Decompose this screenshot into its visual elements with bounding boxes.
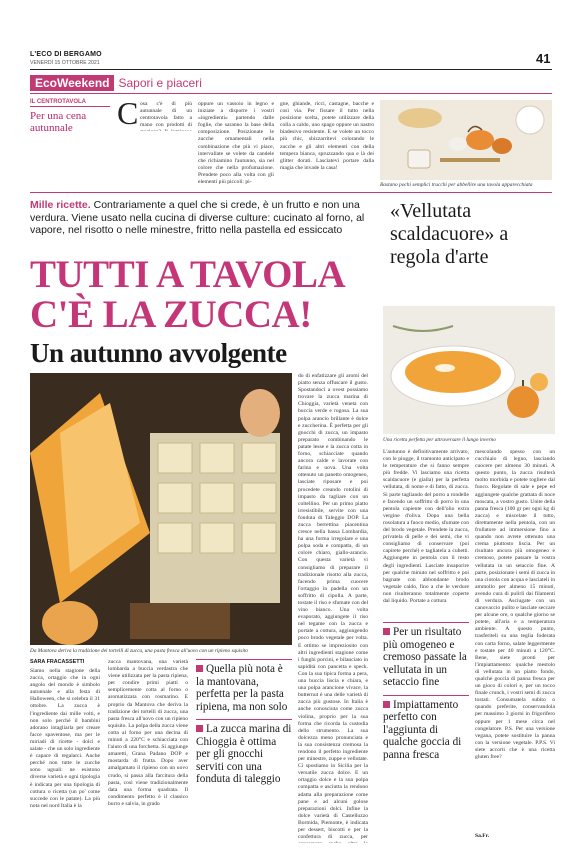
callout-impiattamento-text: Impiattamento perfetto con l'aggiunta di qualche goccia di panna fresca: [383, 698, 462, 761]
callout-square-icon: [383, 701, 390, 708]
recipe-text-col1: [383, 449, 469, 617]
article-text-col2: [108, 659, 188, 844]
intro-paragraph: [30, 199, 382, 237]
soup-caption: Una ricetta perfetta per attraversare il lungo inverno: [383, 437, 496, 443]
article-text-col2-content: zucca mantovana, una varietà lombarda a buccia verdastra che viene utilizzata per la pasta ripiena, per condire primi piatti o semplicemente cotta al forno o aromatizzata con rosmarino. E proprio da Mantova che deriva la tradizione dei tortelli di zucca, una pasta fresca all'uovo con un ripieno squisito. La polpa della zucca viene cotta al forno per una decina di minuti a 220°C e schiacciata con l'aiuto di una forchetta. Si aggiunge amaretti, Grana Padano DOP e mostarda di frutta. Dopo aver amalgamato il ripieno con un uovo crudo, si passa alla farcitura della pasta, così viene tradizionalmente data una forma quadrata. Il condimento perfetto è il classico burro e salvia, in grado: [108, 659, 188, 807]
recipe-text-col1-content: L'autunno è definitivamente arrivato, con le piogge, il tramonto anticipato e le temperature che si fanno sempre più fredde. Vi lasciamo una ricetta scaldacuore (e gialla) per la perfetta vellutata, di nome e di fatto, di zucca. Si parte tagliando del porro a rondelle e facendo un soffritto di porro in una pentola capiente con dell'olio extra vergine d'oliva. Dopo una bella rosolatura a fuoco medio, sfumate con del brodo vegetale. Prendete la zucca, privatela di pelle e dei semi, che vi consigliamo di conservare (poi capirete perché) e tagliatela a cubetti. Aggiungete in pentola con il resto degli ingredienti. Lasciate insaporire per qualche minuto nel soffritto e poi bagnate con abbondante brodo vegetale caldo, fino a che le verdure non risulteranno totalmente coperte dal liquido. Portate a cottura: [383, 449, 469, 604]
drop-cap: C: [117, 95, 139, 131]
main-subtitle: Un autunno avvolgente: [30, 338, 287, 368]
recipe-signature: Sa.Fr.: [475, 833, 490, 839]
soup-photo: [383, 306, 555, 434]
callout-mantovana: [196, 659, 292, 713]
article-text-col3: [298, 373, 368, 843]
table-centerpiece-photo: [380, 100, 552, 180]
tortelli-caption: Da Mantova deriva la tradizione dei tortelli di zucca, una pasta fresca all'uovo con un ripieno squisito: [30, 648, 248, 654]
callout-chioggia-text: La zucca marina di Chioggia è ottima per gli gnocchi serviti con una fonduta di taleggio: [196, 723, 292, 785]
story-text-col3: [280, 101, 374, 189]
story-text-col1-content: osa c'è di più autunnale di un centrotavola fatto a mano con prodotti di: [140, 101, 192, 129]
story-text-col2-content: oppure un vassoio in legno e iniziate a disporre i vostri «ingredienti» partendo dalle foglie, che saranno la base della composizione. Posizionate le zucche ornamentali nella combinazione che più vi piace, intervallate se volete da candele che richiamino l'autunno, sia nel colore che nella profumazione. Prendete poco alla volta con gli elementi più piccoli: pi-: [198, 101, 274, 186]
headline-line1: TUTTI A TAVOLA: [30, 253, 346, 296]
callout-impiattamento: [383, 695, 469, 762]
tortelli-illustration: [30, 373, 292, 645]
article-text-col1-content: Siamo nella stagione della zucca, ortaggio che in ogni angolo del mondo è simbolo autunnale e alla festa di Halloween, che si celebra il 31 ottobre. La zucca è l'ingrediente dai mille volti, e non solo perché il bambini adorano intagliarla per creare facce spaventose, ma per le miriadi di ricette - dolci e salate - che un solo ingrediente è capace di regalarci. Anche perché non tutte le zucche sono uguali: ne esistono diverse varietà e ogni tipologia è indicata per una tipologia di cottura o ricetta (un po' come succede con le patate). La più nota nel nord Italia è la: [30, 668, 100, 809]
centerpiece-caption: Bastano pochi semplici trucchi per abbellire una tavola apparecchiata: [380, 182, 533, 188]
section-bar: [30, 75, 202, 91]
dateline: VENERDÌ 15 OTTOBRE 2021: [30, 60, 100, 66]
intro-label: Mille ricette.: [30, 199, 91, 211]
byline: SARA FRACASSETTI: [30, 659, 85, 665]
article-text-col3-content: do di enfatizzare gli aromi del piatto senza offuscare il gusto. Spostandoci a ovest possiamo trovare la zucca marina di Chioggia, varietà veneta con buccia verde e rugosa. La sua polpa arancio brillante è dolce e zuccherina. È perfetta per gli gnocchi di zucca, un impasto preparato combinando le patate lesse e la zucca cotta in forno, schiacciate quando ancora calde e lavorate con farina e uova. Una volta ottenuto un panetto omogeneo, lasciate riposare e poi procedete creando rotolini di impasto da tagliare con un coltellino. Per un primo piatto irresistibile, servite con una fonduta di Taleggio DOP. La zucca berrettina piacentina cresce nella bassa Lombardia, ha una forma irregolare e una polpa soda e compatta, di un colore chiaro, giallo-arancio. Con questa varietà vi consigliamo di preparare il tradizionale risotto alla zucca, facendo prima cuocere l'ortaggio in padella con un soffritto di cipolla. A parte, tostate il riso e sfumate con del vino bianco. Una volta evaporato, aggiungete il riso nel tegame con la zucca e portate a cottura, aggiungendo poco brodo vegetale per volta. E ottimo se impreziosito con altri ingredienti stagione come i funghi porcini, e bilanciato in sapidità con pancetta e speck. Con la sua tipica forma a pera, una buccia liscia e chiara, e una polpa arancione vivace, la butternut è una delle varietà di zucca più gustose. In Italia è anche conosciuta come zucca violina, proprio per la sua forma che ricorda la custodia dello strumento. La sua dolcezza meno pronunciata e la sua consistenza cremosa la rendono il perfetto ingrediente per minestre, zuppe e vellutate. Ci spostiamo in Sicilia per la versatile zucca dolce. E un ortaggio dolce e la sua polpa compatta e asciutta la rendono adatta alla preparazione come pane e ad alcuni golose preparazioni dolci. Infine la dolce varietà di Castelluzzo Bormida, Piemonte, è indicata per dessert, biscotti e per la confettura di zucca, per: [298, 373, 368, 841]
article-callouts: [196, 659, 292, 792]
mid-divider: [30, 192, 552, 193]
story-text-col1: [140, 101, 192, 131]
callout-setaccio-text: Per un risultato più omogeneo e cremoso passate la vellutata in un setaccio fine: [383, 626, 467, 688]
callout-mantovana-text: Quella più nota è la mantovana, perfetta per la pasta ripiena, ma non solo: [196, 663, 288, 713]
recipe-text-col2: [475, 449, 555, 831]
masthead: L'ECO DI BERGAMO: [30, 51, 102, 58]
callout-chioggia: [196, 719, 292, 786]
story-tag: IL CENTROTAVOLA: [30, 99, 86, 105]
story-text-col3-content: gne, ghiande, ricci, castagne, bacche e così via. Per fissare il tutto nella posizione scelta, potete utilizzare della colla a caldo, uno spago oppure un nastro biadesivo resistente. E se volete un tocco più chic, sbizzarritevi colorando le zucche e gli altri elementi con della tempera bianca, spruzzando qua e là dei glitter dorati. Lasciatevi portare dalla magia che invade la casa!: [280, 101, 374, 171]
callout-setaccio: [383, 622, 469, 689]
section-name: Sapori e piaceri: [118, 76, 202, 90]
section-brand: EcoWeekend: [30, 75, 114, 91]
story-tag-divider: [30, 106, 110, 107]
story-text-col2: [198, 101, 274, 189]
centerpiece-illustration: [380, 100, 552, 180]
callout-square-icon: [196, 725, 203, 732]
recipe-title: «Vellutata scaldacuore» a regola d'arte: [390, 200, 509, 268]
story-title: Per una cena autunnale: [30, 110, 87, 134]
header-divider: [30, 69, 552, 70]
recipe-text-col2-content: mescolando spesso con un cucchiaio di legno, lasciando cuocere per almeno 30 minuti. A questo punto, la zucca risulterà molto morbida e potete togliere dal fuoco. Regolate di sale e pepe ed aggiungete qualche grattata di noce moscata, a vostro gusto. Unite della panna fresca (100 gr per ogni kg di zucca) e miscelate il tutto, direttamente nella pentola, con un frullatore ad immersione fino a quando non avrete ottenuto una crema piuttosto liscia. Per un risultato ancora più omogeneo e cremoso, potete passare la vostra vellutata in un setaccio fine. A parte, posizionate i semi di zucca in una ciotola con acqua e lasciateli in ammollo per almeno 15 minuti, avendo cura di pulirli dai filamenti di verdura. Asciugate con un canovaccio pulito e lasciate seccare per alcune ore, o qualche giorno se potete, all'aria e a temperatura ambiente. A questo punto, trasferiteli su una teglia foderata con carta forno, salate leggermente e tostate per 40 minuti a 120°C. Bene, siete pronti per l'impiattamento: qualche mestolo di vellutata in un piatto fondo, qualche goccia di panna fresca per un gioco di colori e, per un tocco finale crunch, i vostri semi di zucca tostati. Consumatela subito o quando preferite, conservandola per massimo 3 giorni in frigorifero oppure per 1 mese circa nel congelatore. P.S. Per una versione vegana, potete sostituire la panna con la versione vegetale. P.P.S. Vi siete accorti che è una ricetta gluten free?: [475, 449, 555, 761]
recipe-callouts: [383, 622, 469, 767]
intro-text: Contrariamente a quel che si crede, è un frutto e non una verdura. Viene usato nella cucina di diverse culture: cucinato al forno, al vapore, nel risotto o nelle minestre, fritto nella pastella ed essiccato: [30, 199, 365, 236]
tortelli-photo: [30, 373, 292, 645]
soup-illustration: [383, 306, 555, 434]
section-divider: [30, 93, 552, 94]
main-headline: [30, 255, 390, 335]
headline-line2: C'È LA ZUCCA!: [30, 293, 312, 336]
page-number: 41: [536, 51, 551, 66]
callout-square-icon: [196, 665, 203, 672]
callout-square-icon: [383, 628, 390, 635]
article-text-col1: [30, 668, 100, 844]
